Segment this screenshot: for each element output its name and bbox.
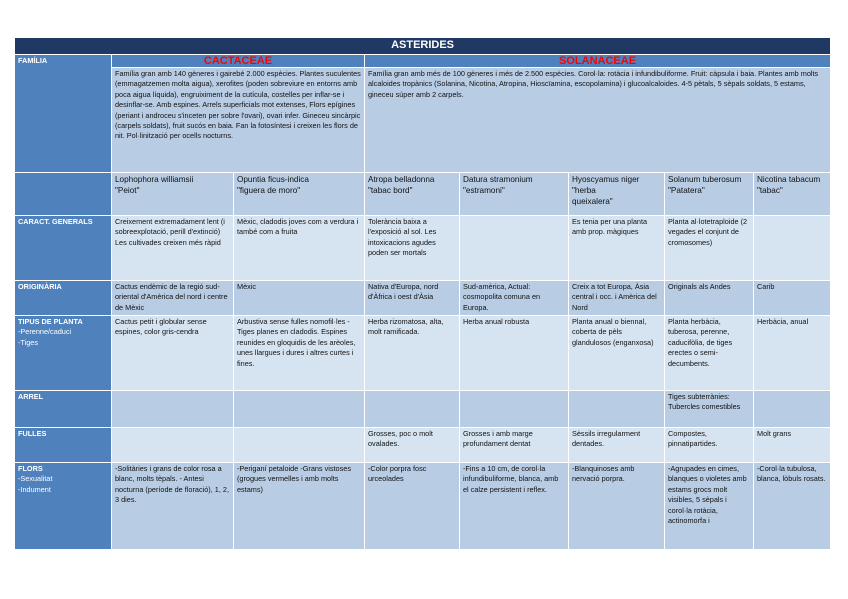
table-cell: -Fins a 10 cm, de corol·la infundibuliforme, blanca, amb el calze persistent i reflex.	[460, 463, 569, 550]
row-label-originaria: ORIGINÀRIA	[15, 281, 112, 316]
table-row	[15, 316, 831, 391]
table-cell	[234, 391, 365, 428]
row-label-fulles: FULLES	[15, 428, 112, 463]
family-description-cactaceae: Família gran amb 140 gèneres i gairebé 2.000 espècies. Plantes suculentes (emmagatzemen molta aigua), xerofites (poden sobreviure en entorns amb poca aigua líquida), engruiximent de la cutícula, costelles per inflar-se i desinflar-se. Amb espines. Arrels superficials mot extenses, Flors epígines (periant i androceu s'inceten per sobre l'ovari), ovari infer. Gineceu sincàrpic (carpels soldats), fruit sucós en baia. Fan la fotosíntesi i creixen les flors de nit. Pol·linització per ocells nocturns.	[112, 68, 365, 173]
table-cell: Planta al·lotetraploide (2 vegades el conjunt de cromosomes)	[665, 216, 754, 281]
species-name: Opuntia ficus-indica "figuera de moro"	[234, 173, 365, 216]
table-row	[15, 391, 831, 428]
table-cell: -Agrupades en cimes, blanques o violetes amb estams grocs molt visibles, 5 sèpals i corol·la rotàcia, actinomorfa i	[665, 463, 754, 550]
row-label-flors: FLORS -Sexualitat -Indument	[15, 463, 112, 550]
species-name: Nicotina tabacum "tabac"	[754, 173, 831, 216]
table-cell	[460, 391, 569, 428]
table-cell	[460, 216, 569, 281]
species-name: Datura stramonium "estramoni"	[460, 173, 569, 216]
table-cell: Creixement extremadament lent (i sobreexplotació, perill d'extinció) Les cultivades creixen més ràpid	[112, 216, 234, 281]
table-cell	[234, 428, 365, 463]
table-cell: Grosses i amb marge profundament dentat	[460, 428, 569, 463]
table-cell: Compostes, pinnatipartides.	[665, 428, 754, 463]
species-name: Hyoscyamus niger "herba queixalera"	[569, 173, 665, 216]
family-name-row	[15, 55, 831, 68]
species-name: Atropa belladonna "tabac bord"	[365, 173, 460, 216]
family-name-solanaceae: SOLANACEAE	[365, 55, 831, 68]
table-cell: Cactus petit i globular sense espines, color gris-cendra	[112, 316, 234, 391]
family-name-cactaceae: CACTACEAE	[112, 55, 365, 68]
table-cell: Herbàcia, anual	[754, 316, 831, 391]
table-cell: Nativa d'Europa, nord d'Àfrica i oest d'Àsia	[365, 281, 460, 316]
species-name: Lophophora williamsii "Peiot"	[112, 173, 234, 216]
table-cell	[112, 428, 234, 463]
table-cell: Carib	[754, 281, 831, 316]
species-row	[15, 173, 831, 216]
table-cell: Herba rizomatosa, alta, molt ramificada.	[365, 316, 460, 391]
table-cell	[754, 216, 831, 281]
asterides-table-page	[14, 37, 830, 550]
row-label-caract-generals: CARACT. GENERALS	[15, 216, 112, 281]
table-cell: Molt grans	[754, 428, 831, 463]
table-cell: Originals als Andes	[665, 281, 754, 316]
species-row-header	[15, 173, 112, 216]
table-cell: Mèxic	[234, 281, 365, 316]
table-cell: Arbustiva sense fulles nomofil·les -Tiges planes en cladodis. Espines reunides en gloquidis de les arèoles, unes llargues i dures i altres curtes i fines.	[234, 316, 365, 391]
family-description-row	[15, 68, 831, 173]
table-cell	[112, 391, 234, 428]
table-cell: Planta herbàcia, tuberosa, perenne, caducifòlia, de tiges erectes o semi-decumbents.	[665, 316, 754, 391]
table-cell: Es tenia per una planta amb prop. màgiques	[569, 216, 665, 281]
table-cell: Tolerància baixa a l'exposició al sol. Les intoxicacions agudes poden ser mortals	[365, 216, 460, 281]
table-row	[15, 428, 831, 463]
table-cell: Cactus endèmic de la regió sud-oriental d'Amèrica del nord i centre de Mèxic	[112, 281, 234, 316]
table-row	[15, 281, 831, 316]
table-cell	[569, 391, 665, 428]
table-cell: Tiges subterrànies: Tubercles comestibles	[665, 391, 754, 428]
table-cell	[365, 391, 460, 428]
row-label-tipus-de-planta: TIPUS DE PLANTA -Perenne/caduci -Tiges	[15, 316, 112, 391]
table-cell: Creix a tot Europa, Àsia central i occ. i Amèrica del Nord	[569, 281, 665, 316]
table-row	[15, 463, 831, 550]
family-label: FAMÍLIA	[15, 55, 112, 173]
family-description-solanaceae: Família gran amb més de 100 gèneres i més de 2.500 espècies. Corol·la: rotàcia i infundibuliforme. Fruit: càpsula i baia. Plantes amb molts alcaloides tropànics (Solanina, Nicotina, Atropina, Hioscïamina, escopolamina) i glucoalcaloides. 4-5 pètals, 5 sèpals soldats, 5 estams, gineceu súper amb 2 carpels.	[365, 68, 831, 173]
table-cell: -Blanquinoses amb nervació porpra.	[569, 463, 665, 550]
table-cell: -Periganí petaloide -Grans vistoses (grogues vermelles i amb molts estams)	[234, 463, 365, 550]
table-cell: Planta anual o biennal, coberta de pèls glandulosos (enganxosa)	[569, 316, 665, 391]
table-cell: -Solitàries i grans de color rosa a blanc, molts tèpals. - Antesi nocturna (període de floració), 1, 2, 3 dies.	[112, 463, 234, 550]
title-row	[15, 38, 831, 55]
species-name: Solanum tuberosum "Patatera"	[665, 173, 754, 216]
table-cell: Grosses, poc o molt ovalades.	[365, 428, 460, 463]
table-cell: -Color porpra fosc urceolades	[365, 463, 460, 550]
table-cell	[754, 391, 831, 428]
asterides-table	[14, 37, 831, 550]
table-cell: Sud-amèrica, Actual: cosmopolita comuna en Europa.	[460, 281, 569, 316]
table-title: ASTERIDES	[15, 38, 831, 55]
table-cell: Herba anual robusta	[460, 316, 569, 391]
table-cell: Mèxic, cladodis joves com a verdura i també com a fruita	[234, 216, 365, 281]
table-row	[15, 216, 831, 281]
table-cell: -Corol·la tubulosa, blanca, lòbuls rosats.	[754, 463, 831, 550]
table-cell: Sèssils irregularment dentades.	[569, 428, 665, 463]
row-label-arrel: ARREL	[15, 391, 112, 428]
